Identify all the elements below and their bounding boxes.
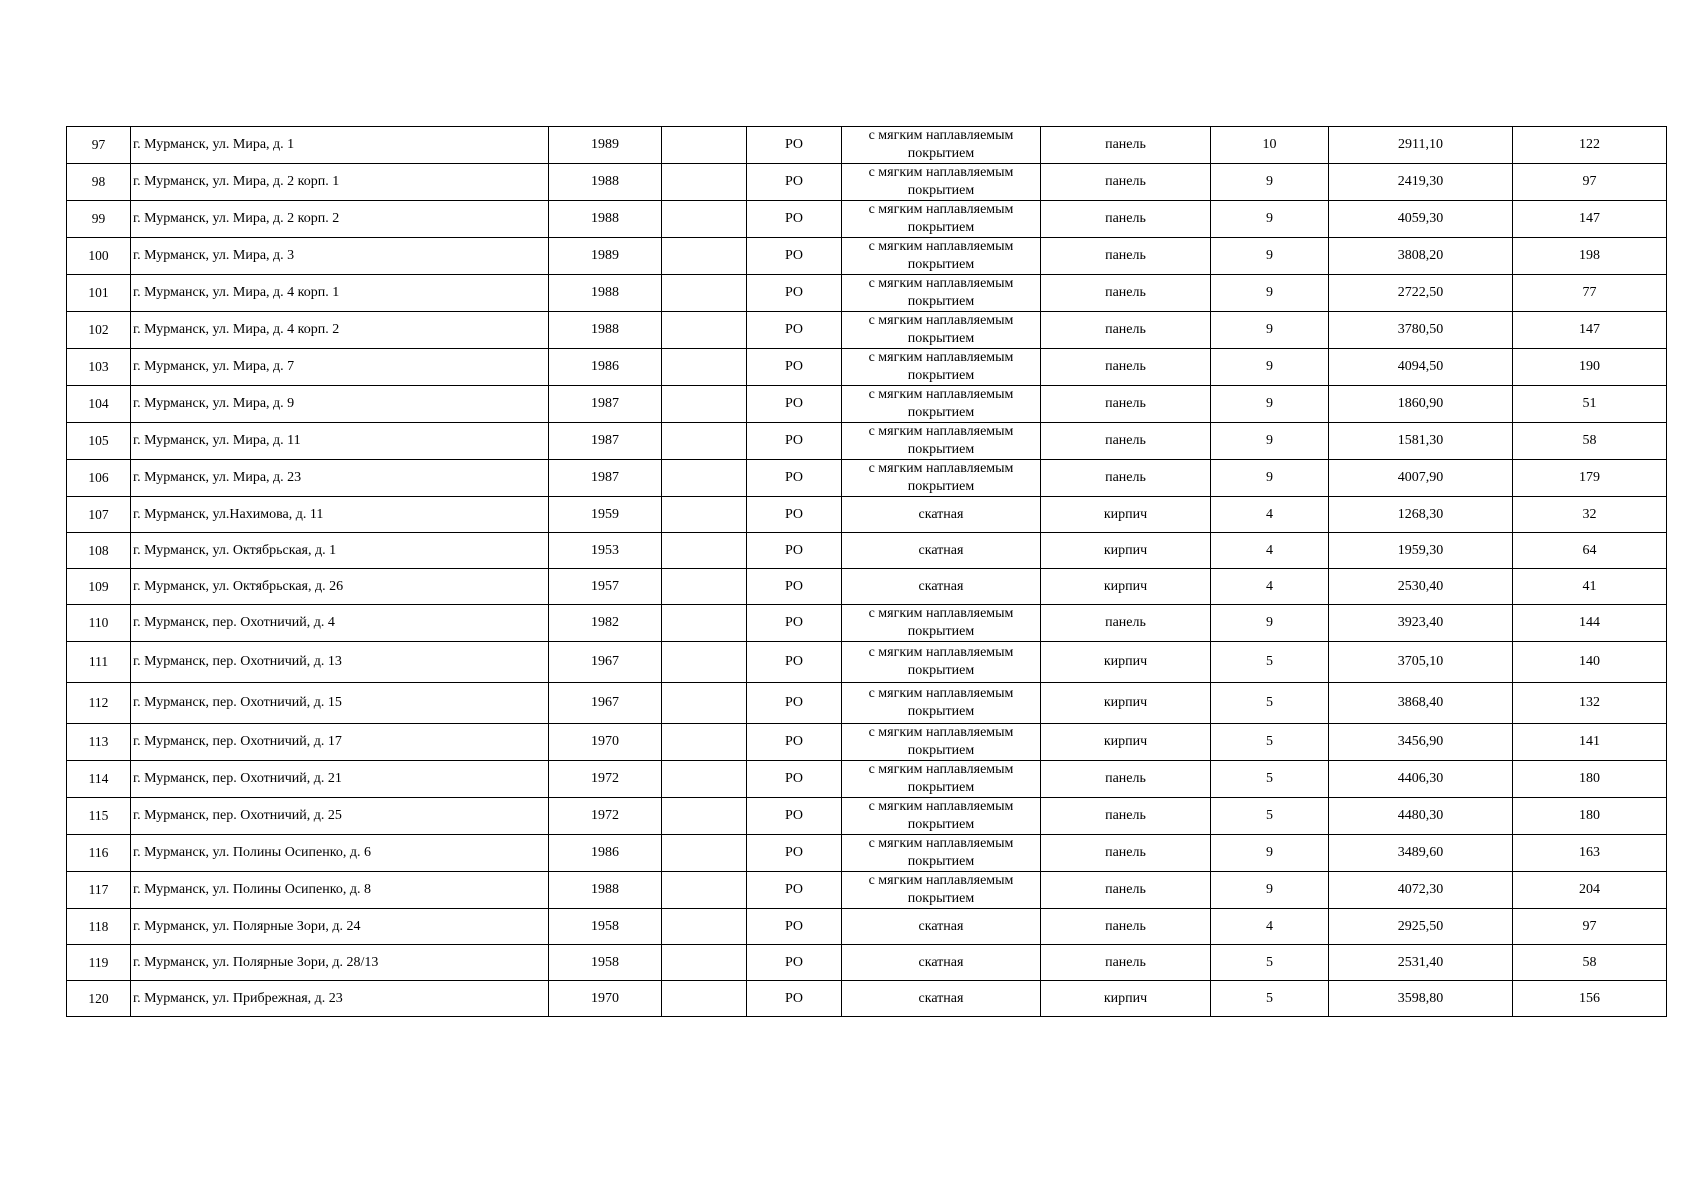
row-number-cell: 103 xyxy=(67,349,131,386)
fund-type-cell: РО xyxy=(747,127,842,164)
floors-cell: 5 xyxy=(1211,761,1329,798)
wall-material-cell: панель xyxy=(1041,909,1211,945)
residents-cell: 32 xyxy=(1513,497,1667,533)
fund-type-cell: РО xyxy=(747,569,842,605)
year-built-cell: 1972 xyxy=(549,798,662,835)
address-cell: г. Мурманск, ул. Полярные Зори, д. 24 xyxy=(131,909,549,945)
area-cell: 4406,30 xyxy=(1329,761,1513,798)
fund-type-cell: РО xyxy=(747,872,842,909)
address-cell: г. Мурманск, пер. Охотничий, д. 21 xyxy=(131,761,549,798)
residents-cell: 144 xyxy=(1513,605,1667,642)
area-cell: 2531,40 xyxy=(1329,945,1513,981)
year-built-cell: 1967 xyxy=(549,683,662,724)
empty-cell xyxy=(662,835,747,872)
empty-cell xyxy=(662,275,747,312)
table-row xyxy=(67,127,1667,164)
row-number-cell: 115 xyxy=(67,798,131,835)
roof-type-cell: с мягким наплавляемым покрытием xyxy=(842,201,1041,238)
address-cell: г. Мурманск, ул. Октябрьская, д. 1 xyxy=(131,533,549,569)
year-built-cell: 1987 xyxy=(549,423,662,460)
roof-type-cell: скатная xyxy=(842,569,1041,605)
floors-cell: 9 xyxy=(1211,201,1329,238)
empty-cell xyxy=(662,460,747,497)
address-cell: г. Мурманск, ул. Прибрежная, д. 23 xyxy=(131,981,549,1017)
address-cell: г. Мурманск, ул. Мира, д. 7 xyxy=(131,349,549,386)
residents-cell: 97 xyxy=(1513,164,1667,201)
year-built-cell: 1982 xyxy=(549,605,662,642)
empty-cell xyxy=(662,761,747,798)
year-built-cell: 1987 xyxy=(549,460,662,497)
area-cell: 3456,90 xyxy=(1329,724,1513,761)
residents-cell: 147 xyxy=(1513,312,1667,349)
address-cell: г. Мурманск, ул. Мира, д. 23 xyxy=(131,460,549,497)
empty-cell xyxy=(662,349,747,386)
wall-material-cell: панель xyxy=(1041,761,1211,798)
fund-type-cell: РО xyxy=(747,683,842,724)
roof-type-cell: с мягким наплавляемым покрытием xyxy=(842,605,1041,642)
roof-type-cell: с мягким наплавляемым покрытием xyxy=(842,423,1041,460)
area-cell: 2419,30 xyxy=(1329,164,1513,201)
table-row xyxy=(67,238,1667,275)
row-number-cell: 99 xyxy=(67,201,131,238)
address-cell: г. Мурманск, ул. Полярные Зори, д. 28/13 xyxy=(131,945,549,981)
floors-cell: 4 xyxy=(1211,497,1329,533)
address-cell: г. Мурманск, ул. Мира, д. 1 xyxy=(131,127,549,164)
wall-material-cell: кирпич xyxy=(1041,683,1211,724)
residents-cell: 132 xyxy=(1513,683,1667,724)
year-built-cell: 1986 xyxy=(549,835,662,872)
wall-material-cell: панель xyxy=(1041,349,1211,386)
year-built-cell: 1970 xyxy=(549,724,662,761)
year-built-cell: 1989 xyxy=(549,238,662,275)
table-row xyxy=(67,164,1667,201)
row-number-cell: 101 xyxy=(67,275,131,312)
fund-type-cell: РО xyxy=(747,909,842,945)
address-cell: г. Мурманск, ул. Мира, д. 2 корп. 2 xyxy=(131,201,549,238)
floors-cell: 9 xyxy=(1211,460,1329,497)
table-row xyxy=(67,312,1667,349)
residents-cell: 179 xyxy=(1513,460,1667,497)
roof-type-cell: с мягким наплавляемым покрытием xyxy=(842,642,1041,683)
empty-cell xyxy=(662,569,747,605)
table-row xyxy=(67,533,1667,569)
table-row xyxy=(67,761,1667,798)
housing-registry-table xyxy=(66,126,1667,1017)
roof-type-cell: с мягким наплавляемым покрытием xyxy=(842,761,1041,798)
residents-cell: 180 xyxy=(1513,761,1667,798)
roof-type-cell: скатная xyxy=(842,945,1041,981)
roof-type-cell: скатная xyxy=(842,909,1041,945)
floors-cell: 9 xyxy=(1211,605,1329,642)
area-cell: 3705,10 xyxy=(1329,642,1513,683)
floors-cell: 9 xyxy=(1211,423,1329,460)
row-number-cell: 106 xyxy=(67,460,131,497)
fund-type-cell: РО xyxy=(747,238,842,275)
table-row xyxy=(67,423,1667,460)
empty-cell xyxy=(662,386,747,423)
roof-type-cell: с мягким наплавляемым покрытием xyxy=(842,349,1041,386)
roof-type-cell: с мягким наплавляемым покрытием xyxy=(842,127,1041,164)
row-number-cell: 104 xyxy=(67,386,131,423)
address-cell: г. Мурманск, пер. Охотничий, д. 15 xyxy=(131,683,549,724)
wall-material-cell: панель xyxy=(1041,127,1211,164)
empty-cell xyxy=(662,683,747,724)
area-cell: 2530,40 xyxy=(1329,569,1513,605)
row-number-cell: 97 xyxy=(67,127,131,164)
row-number-cell: 111 xyxy=(67,642,131,683)
floors-cell: 9 xyxy=(1211,164,1329,201)
wall-material-cell: панель xyxy=(1041,605,1211,642)
year-built-cell: 1967 xyxy=(549,642,662,683)
year-built-cell: 1958 xyxy=(549,945,662,981)
empty-cell xyxy=(662,981,747,1017)
year-built-cell: 1957 xyxy=(549,569,662,605)
row-number-cell: 110 xyxy=(67,605,131,642)
floors-cell: 4 xyxy=(1211,909,1329,945)
residents-cell: 58 xyxy=(1513,945,1667,981)
residents-cell: 190 xyxy=(1513,349,1667,386)
area-cell: 1860,90 xyxy=(1329,386,1513,423)
table-row xyxy=(67,569,1667,605)
fund-type-cell: РО xyxy=(747,981,842,1017)
table-row xyxy=(67,497,1667,533)
floors-cell: 9 xyxy=(1211,835,1329,872)
fund-type-cell: РО xyxy=(747,201,842,238)
residents-cell: 41 xyxy=(1513,569,1667,605)
area-cell: 4007,90 xyxy=(1329,460,1513,497)
floors-cell: 9 xyxy=(1211,238,1329,275)
address-cell: г. Мурманск, пер. Охотничий, д. 25 xyxy=(131,798,549,835)
year-built-cell: 1970 xyxy=(549,981,662,1017)
row-number-cell: 108 xyxy=(67,533,131,569)
row-number-cell: 109 xyxy=(67,569,131,605)
address-cell: г. Мурманск, пер. Охотничий, д. 17 xyxy=(131,724,549,761)
fund-type-cell: РО xyxy=(747,460,842,497)
residents-cell: 156 xyxy=(1513,981,1667,1017)
area-cell: 3780,50 xyxy=(1329,312,1513,349)
roof-type-cell: скатная xyxy=(842,497,1041,533)
year-built-cell: 1958 xyxy=(549,909,662,945)
year-built-cell: 1953 xyxy=(549,533,662,569)
fund-type-cell: РО xyxy=(747,642,842,683)
empty-cell xyxy=(662,164,747,201)
empty-cell xyxy=(662,724,747,761)
residents-cell: 147 xyxy=(1513,201,1667,238)
fund-type-cell: РО xyxy=(747,724,842,761)
year-built-cell: 1989 xyxy=(549,127,662,164)
roof-type-cell: скатная xyxy=(842,981,1041,1017)
roof-type-cell: с мягким наплавляемым покрытием xyxy=(842,724,1041,761)
wall-material-cell: панель xyxy=(1041,460,1211,497)
address-cell: г. Мурманск, ул. Октябрьская, д. 26 xyxy=(131,569,549,605)
residents-cell: 122 xyxy=(1513,127,1667,164)
area-cell: 2911,10 xyxy=(1329,127,1513,164)
address-cell: г. Мурманск, ул. Мира, д. 3 xyxy=(131,238,549,275)
fund-type-cell: РО xyxy=(747,945,842,981)
area-cell: 4094,50 xyxy=(1329,349,1513,386)
floors-cell: 5 xyxy=(1211,683,1329,724)
year-built-cell: 1988 xyxy=(549,164,662,201)
roof-type-cell: с мягким наплавляемым покрытием xyxy=(842,386,1041,423)
empty-cell xyxy=(662,642,747,683)
area-cell: 3868,40 xyxy=(1329,683,1513,724)
table-row xyxy=(67,835,1667,872)
residents-cell: 64 xyxy=(1513,533,1667,569)
empty-cell xyxy=(662,909,747,945)
wall-material-cell: панель xyxy=(1041,386,1211,423)
table-row xyxy=(67,909,1667,945)
floors-cell: 9 xyxy=(1211,872,1329,909)
floors-cell: 4 xyxy=(1211,533,1329,569)
residents-cell: 141 xyxy=(1513,724,1667,761)
roof-type-cell: с мягким наплавляемым покрытием xyxy=(842,798,1041,835)
wall-material-cell: панель xyxy=(1041,423,1211,460)
residents-cell: 58 xyxy=(1513,423,1667,460)
row-number-cell: 107 xyxy=(67,497,131,533)
year-built-cell: 1988 xyxy=(549,275,662,312)
floors-cell: 5 xyxy=(1211,798,1329,835)
empty-cell xyxy=(662,945,747,981)
table-row xyxy=(67,683,1667,724)
floors-cell: 9 xyxy=(1211,312,1329,349)
row-number-cell: 116 xyxy=(67,835,131,872)
floors-cell: 5 xyxy=(1211,724,1329,761)
roof-type-cell: с мягким наплавляемым покрытием xyxy=(842,312,1041,349)
area-cell: 1268,30 xyxy=(1329,497,1513,533)
area-cell: 3489,60 xyxy=(1329,835,1513,872)
wall-material-cell: кирпич xyxy=(1041,981,1211,1017)
area-cell: 4072,30 xyxy=(1329,872,1513,909)
year-built-cell: 1988 xyxy=(549,201,662,238)
empty-cell xyxy=(662,497,747,533)
address-cell: г. Мурманск, ул. Мира, д. 2 корп. 1 xyxy=(131,164,549,201)
wall-material-cell: панель xyxy=(1041,835,1211,872)
roof-type-cell: с мягким наплавляемым покрытием xyxy=(842,275,1041,312)
wall-material-cell: панель xyxy=(1041,201,1211,238)
row-number-cell: 98 xyxy=(67,164,131,201)
fund-type-cell: РО xyxy=(747,423,842,460)
roof-type-cell: с мягким наплавляемым покрытием xyxy=(842,164,1041,201)
row-number-cell: 100 xyxy=(67,238,131,275)
fund-type-cell: РО xyxy=(747,386,842,423)
fund-type-cell: РО xyxy=(747,349,842,386)
empty-cell xyxy=(662,872,747,909)
year-built-cell: 1988 xyxy=(549,872,662,909)
address-cell: г. Мурманск, ул. Мира, д. 9 xyxy=(131,386,549,423)
table-row xyxy=(67,349,1667,386)
address-cell: г. Мурманск, ул. Мира, д. 4 корп. 1 xyxy=(131,275,549,312)
area-cell: 1581,30 xyxy=(1329,423,1513,460)
year-built-cell: 1988 xyxy=(549,312,662,349)
area-cell: 4480,30 xyxy=(1329,798,1513,835)
row-number-cell: 102 xyxy=(67,312,131,349)
residents-cell: 51 xyxy=(1513,386,1667,423)
address-cell: г. Мурманск, ул. Мира, д. 4 корп. 2 xyxy=(131,312,549,349)
residents-cell: 140 xyxy=(1513,642,1667,683)
row-number-cell: 114 xyxy=(67,761,131,798)
residents-cell: 77 xyxy=(1513,275,1667,312)
floors-cell: 4 xyxy=(1211,569,1329,605)
wall-material-cell: панель xyxy=(1041,945,1211,981)
year-built-cell: 1987 xyxy=(549,386,662,423)
empty-cell xyxy=(662,238,747,275)
floors-cell: 9 xyxy=(1211,349,1329,386)
wall-material-cell: кирпич xyxy=(1041,497,1211,533)
table-body xyxy=(67,127,1667,1017)
wall-material-cell: панель xyxy=(1041,164,1211,201)
wall-material-cell: кирпич xyxy=(1041,642,1211,683)
floors-cell: 9 xyxy=(1211,275,1329,312)
address-cell: г. Мурманск, пер. Охотничий, д. 13 xyxy=(131,642,549,683)
floors-cell: 10 xyxy=(1211,127,1329,164)
year-built-cell: 1986 xyxy=(549,349,662,386)
table-row xyxy=(67,724,1667,761)
table-row xyxy=(67,872,1667,909)
residents-cell: 97 xyxy=(1513,909,1667,945)
fund-type-cell: РО xyxy=(747,605,842,642)
fund-type-cell: РО xyxy=(747,798,842,835)
fund-type-cell: РО xyxy=(747,533,842,569)
area-cell: 1959,30 xyxy=(1329,533,1513,569)
table-row xyxy=(67,386,1667,423)
table-row xyxy=(67,201,1667,238)
address-cell: г. Мурманск, ул. Полины Осипенко, д. 6 xyxy=(131,835,549,872)
wall-material-cell: панель xyxy=(1041,872,1211,909)
address-cell: г. Мурманск, пер. Охотничий, д. 4 xyxy=(131,605,549,642)
area-cell: 4059,30 xyxy=(1329,201,1513,238)
floors-cell: 5 xyxy=(1211,981,1329,1017)
wall-material-cell: кирпич xyxy=(1041,724,1211,761)
fund-type-cell: РО xyxy=(747,761,842,798)
year-built-cell: 1959 xyxy=(549,497,662,533)
table-row xyxy=(67,945,1667,981)
row-number-cell: 112 xyxy=(67,683,131,724)
row-number-cell: 117 xyxy=(67,872,131,909)
empty-cell xyxy=(662,605,747,642)
area-cell: 3808,20 xyxy=(1329,238,1513,275)
floors-cell: 9 xyxy=(1211,386,1329,423)
area-cell: 3923,40 xyxy=(1329,605,1513,642)
table-row xyxy=(67,642,1667,683)
empty-cell xyxy=(662,798,747,835)
empty-cell xyxy=(662,201,747,238)
row-number-cell: 119 xyxy=(67,945,131,981)
empty-cell xyxy=(662,533,747,569)
residents-cell: 198 xyxy=(1513,238,1667,275)
fund-type-cell: РО xyxy=(747,497,842,533)
table-row xyxy=(67,981,1667,1017)
wall-material-cell: панель xyxy=(1041,312,1211,349)
table-row xyxy=(67,460,1667,497)
roof-type-cell: с мягким наплавляемым покрытием xyxy=(842,835,1041,872)
address-cell: г. Мурманск, ул. Полины Осипенко, д. 8 xyxy=(131,872,549,909)
area-cell: 2925,50 xyxy=(1329,909,1513,945)
row-number-cell: 118 xyxy=(67,909,131,945)
residents-cell: 163 xyxy=(1513,835,1667,872)
roof-type-cell: с мягким наплавляемым покрытием xyxy=(842,238,1041,275)
roof-type-cell: с мягким наплавляемым покрытием xyxy=(842,872,1041,909)
area-cell: 3598,80 xyxy=(1329,981,1513,1017)
area-cell: 2722,50 xyxy=(1329,275,1513,312)
row-number-cell: 120 xyxy=(67,981,131,1017)
wall-material-cell: кирпич xyxy=(1041,569,1211,605)
roof-type-cell: скатная xyxy=(842,533,1041,569)
table-row xyxy=(67,275,1667,312)
residents-cell: 204 xyxy=(1513,872,1667,909)
table-row xyxy=(67,605,1667,642)
fund-type-cell: РО xyxy=(747,164,842,201)
table-row xyxy=(67,798,1667,835)
wall-material-cell: панель xyxy=(1041,798,1211,835)
fund-type-cell: РО xyxy=(747,835,842,872)
year-built-cell: 1972 xyxy=(549,761,662,798)
floors-cell: 5 xyxy=(1211,945,1329,981)
address-cell: г. Мурманск, ул.Нахимова, д. 11 xyxy=(131,497,549,533)
row-number-cell: 113 xyxy=(67,724,131,761)
wall-material-cell: панель xyxy=(1041,275,1211,312)
residents-cell: 180 xyxy=(1513,798,1667,835)
roof-type-cell: с мягким наплавляемым покрытием xyxy=(842,460,1041,497)
wall-material-cell: панель xyxy=(1041,238,1211,275)
address-cell: г. Мурманск, ул. Мира, д. 11 xyxy=(131,423,549,460)
row-number-cell: 105 xyxy=(67,423,131,460)
empty-cell xyxy=(662,423,747,460)
wall-material-cell: кирпич xyxy=(1041,533,1211,569)
fund-type-cell: РО xyxy=(747,312,842,349)
fund-type-cell: РО xyxy=(747,275,842,312)
empty-cell xyxy=(662,127,747,164)
roof-type-cell: с мягким наплавляемым покрытием xyxy=(842,683,1041,724)
empty-cell xyxy=(662,312,747,349)
floors-cell: 5 xyxy=(1211,642,1329,683)
